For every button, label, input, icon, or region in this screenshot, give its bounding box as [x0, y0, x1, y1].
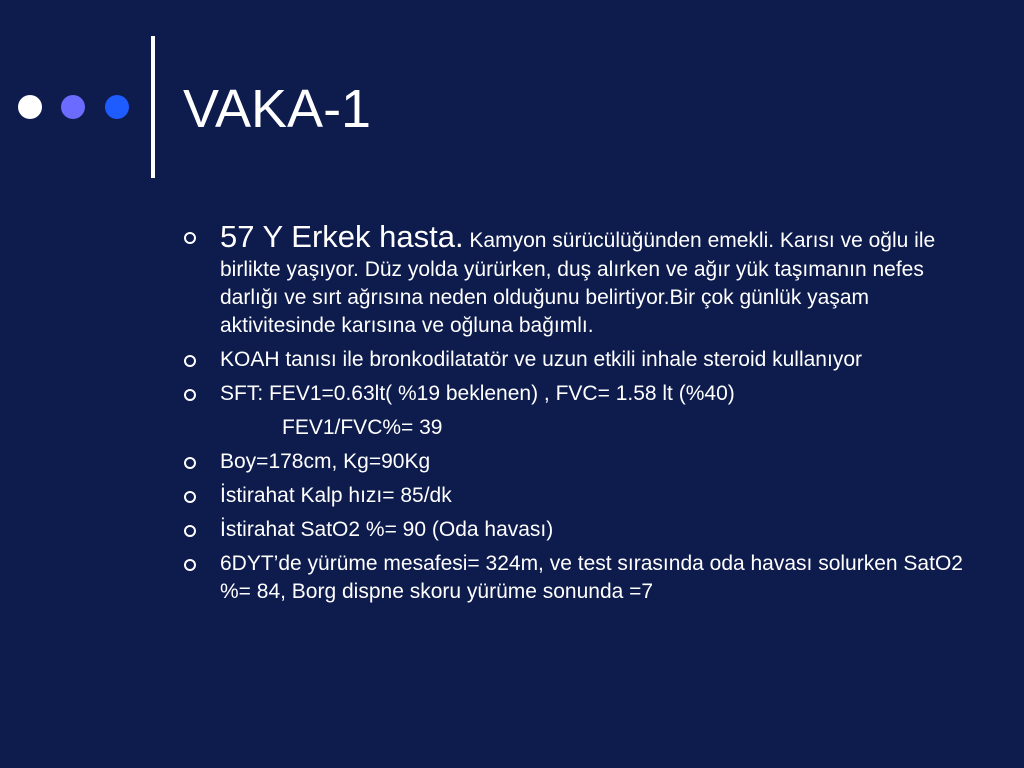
bullet-item-patient	[182, 218, 972, 340]
bullet-circle-icon	[184, 232, 196, 244]
slide-title: VAKA-1	[183, 79, 372, 139]
bullet-item-sft	[182, 380, 972, 442]
decorative-dot-blue	[105, 95, 129, 119]
bullet-circle-icon	[184, 525, 196, 537]
bullet-circle-icon	[184, 355, 196, 367]
bullet-circle-icon	[184, 389, 196, 401]
title-divider	[151, 36, 155, 178]
bullet-item-sato2	[182, 516, 972, 544]
bullet-text: Boy=178cm, Kg=90Kg	[220, 450, 431, 473]
bullet-circle-icon	[184, 457, 196, 469]
bullet-text: KOAH tanısı ile bronkodilatatör ve uzun etkili inhale steroid kullanıyor	[220, 348, 862, 371]
bullet-subtext: FEV1/FVC%= 39	[282, 416, 443, 439]
bullet-lead: 57 Y Erkek hasta.	[220, 219, 464, 254]
bullet-circle-icon	[184, 491, 196, 503]
bullet-text: İstirahat Kalp hızı= 85/dk	[220, 484, 452, 507]
bullet-item-6dyt	[182, 550, 972, 606]
bullet-list	[182, 218, 972, 612]
bullet-text: SFT: FEV1=0.63lt( %19 beklenen) , FVC= 1.58 lt (%40)	[220, 382, 735, 405]
bullet-text: 6DYT’de yürüme mesafesi= 324m, ve test sırasında oda havası solurken SatO2 %= 84, Borg dispne skoru yürüme sonunda =7	[220, 552, 963, 603]
bullet-circle-icon	[184, 559, 196, 571]
bullet-item-medication	[182, 346, 972, 374]
bullet-text: İstirahat SatO2 %= 90 (Oda havası)	[220, 518, 554, 541]
bullet-item-body	[182, 448, 972, 476]
decorative-dot-white	[18, 95, 42, 119]
bullet-item-heart-rate	[182, 482, 972, 510]
bullet-text: Kamyon sürücülüğünden emekli. Karısı ve oğlu ile birlikte yaşıyor. Düz yolda yürürken, duş alırken ve ağır yük taşımanın nefes darlığı ve sırt ağrısına neden olduğunu belirtiyor.Bir çok günlük yaşam aktivitesinde karısına ve oğluna bağımlı.	[220, 229, 936, 337]
decorative-dot-purple	[61, 95, 85, 119]
